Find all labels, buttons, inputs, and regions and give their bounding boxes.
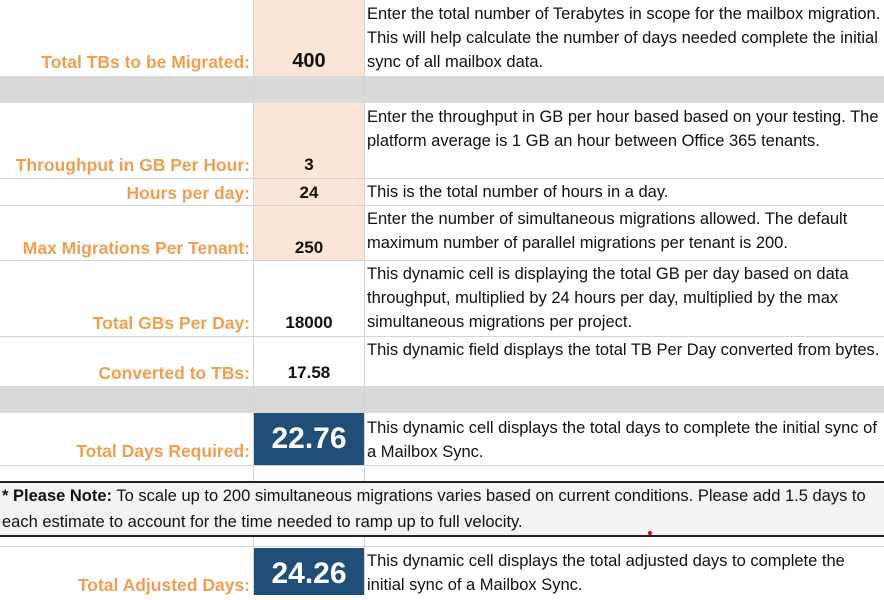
separator-band — [0, 386, 884, 413]
converted-tbs-value: 17.58 — [287, 363, 331, 382]
total-days-value: 22.76 — [254, 413, 364, 465]
adjusted-days-label: Total Adjusted Days: — [77, 575, 250, 595]
gridline — [0, 546, 884, 547]
gridline — [0, 178, 884, 179]
max-migrations-label: Max Migrations Per Tenant: — [22, 238, 250, 258]
total-gbs-value: 18000 — [285, 313, 333, 332]
adjusted-days-description: This dynamic cell displays the total adjusted days to complete the initial sync of a Mailbox Sync. — [367, 552, 845, 594]
total-tbs-description: Enter the total number of Terabytes in scope for the mailbox migration. This will help calculate the number of days needed complete the initial sync of all mailbox data. — [367, 5, 881, 71]
total-gbs-description: This dynamic cell is displaying the total GB per day based on data throughput, multiplied by 24 hours per day, multiplied by the max simultaneous migrations per project. — [367, 265, 849, 331]
max-migrations-description: Enter the number of simultaneous migrations allowed. The default maximum number of parallel migrations per tenant is 200. — [367, 210, 848, 252]
please-note-text: To scale up to 200 simultaneous migrations varies based on current conditions. Please add 1.5 days to each estimate to account for the time needed to ramp up to full velocity. — [2, 487, 866, 531]
max-migrations-value[interactable]: 250 — [294, 238, 324, 257]
gridline — [0, 205, 884, 206]
throughput-label: Throughput in GB Per Hour: — [15, 155, 250, 175]
red-marker — [648, 531, 652, 535]
hours-label: Hours per day: — [126, 183, 250, 203]
separator-band — [0, 76, 884, 103]
hours-value[interactable]: 24 — [299, 183, 319, 202]
throughput-description: Enter the throughput in GB per hour based based on your testing. The platform average is 1 GB an hour between Office 365 tenants. — [367, 108, 879, 150]
adjusted-days-value: 24.26 — [254, 548, 364, 595]
please-note-heading: * Please Note: — [2, 487, 113, 505]
hours-description: This is the total number of hours in a day. — [367, 183, 669, 201]
total-gbs-label: Total GBs Per Day: — [92, 313, 250, 333]
total-days-label: Total Days Required: — [76, 441, 250, 461]
please-note — [0, 481, 884, 537]
gridline — [0, 336, 884, 337]
total-tbs-value[interactable]: 400 — [292, 50, 326, 72]
converted-tbs-label: Converted to TBs: — [98, 363, 250, 383]
converted-tbs-description: This dynamic field displays the total TB Per Day converted from bytes. — [367, 341, 880, 359]
total-days-description: This dynamic cell displays the total days to complete the initial sync of a Mailbox Sync. — [367, 419, 877, 461]
total-tbs-label: Total TBs to be Migrated: — [41, 52, 250, 72]
gridline — [0, 260, 884, 261]
gridline — [0, 465, 884, 466]
throughput-value[interactable]: 3 — [304, 155, 314, 174]
